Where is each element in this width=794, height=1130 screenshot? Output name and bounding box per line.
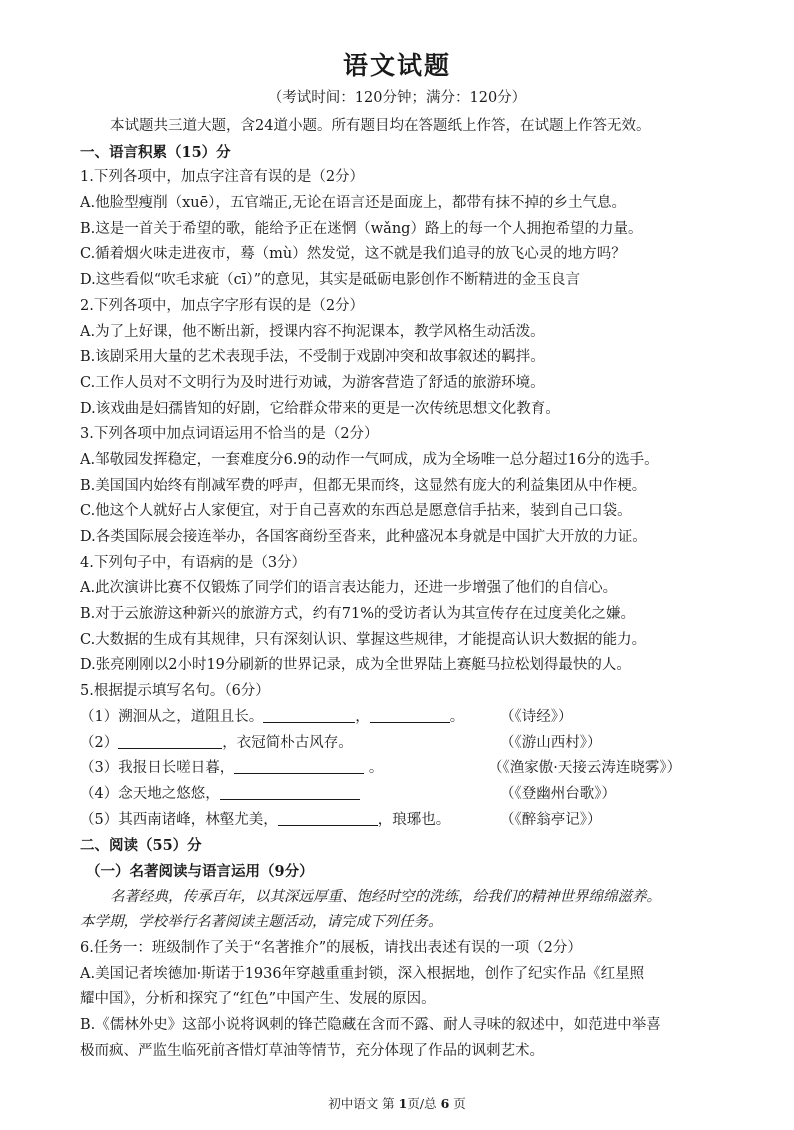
poem-text: （5）其西南诸峰，林壑尤美， [80,811,278,828]
option-d: D.张亮刚刚以2小时19分刷新的世界记录，成为全世界陆上赛艇马拉松划得最快的人。 [80,657,631,674]
subsection-heading: （一）名著阅读与语言运用（9分） [86,862,314,880]
question-stem: 3.下列各项中加点词语运用不恰当的是（2分） [80,426,379,443]
option-b: B.这是一首关于希望的歌，能给予正在迷惘（wǎng）路上的每一个人拥抱希望的力量。 [80,220,643,237]
option-a: A.邹敬园发挥稳定，一套难度分6.9的动作一气呵成，成为全场唯一总分超过16分的选手。 [80,451,659,468]
question-stem: 5.根据提示填写名句。（6分） [80,683,270,700]
section-heading: 二、阅读（55）分 [80,837,202,855]
option-a: A.为了上好课，他不断出新，授课内容不拘泥课本，教学风格生动活泼。 [80,323,545,340]
poem-punct: ， [355,708,370,725]
answer-blank[interactable] [220,784,360,800]
option-c: C.他这个人就好占人家便宜，对于自己喜欢的东西总是愿意信手拈来，装到自己口袋。 [80,503,632,520]
poem-line [80,731,740,757]
option-c: C.工作人员对不文明行为及时进行劝诫，为游客营造了舒适的旅游环境。 [80,374,545,391]
poem-text: （1）溯洄从之，道阻且长。 [80,708,264,725]
page-footer [0,1094,794,1112]
poem-text: ，琅琊也。 [377,811,451,828]
poem-punct: 。 [449,708,465,725]
option-d: D.各类国际展会接连举办，各国客商纷至沓来，此种盛况本身就是中国扩大开放的力证。 [80,529,647,545]
poem-source: （《诗经》） [500,708,573,725]
option-b: B.对于云旅游这种新兴的旅游方式，约有71%的受访者认为其宣传存在过度美化之嫌。 [80,606,635,623]
option-d: D.该戏曲是妇孺皆知的好剧，它给群众带来的更是一次传统思想文化教育。 [80,400,560,417]
footer-total-pages: 6 [440,1096,450,1111]
option-c: C.大数据的生成有其规律，只有深刻认识、掌握这些规律，才能提高认识大数据的能力。 [80,631,647,648]
poem-line [80,705,740,731]
exam-info: （考试时间：120分钟；满分：120分） [267,90,527,106]
poem-source: （《渔家傲·天接云涛连晓雾》） [488,760,682,777]
page-title: 语文试题 [342,51,451,80]
option-a-cont: 耀中国》，分析和探究了“红色”中国产生、发展的原因。 [80,991,436,1008]
option-b: B.《儒林外史》这部小说将讽刺的锋芒隐藏在含而不露、耐人寻味的叙述中，如范进中举喜 [80,1017,661,1034]
question-stem: 1.下列各项中，加点字注音有误的是（2分） [80,169,365,186]
exam-body [80,114,740,1064]
footer-page-number: 1 [398,1096,408,1111]
option-b: B.美国国内始终有削减军费的呼声，但都无果而终，这显然有庞大的利益集团从中作梗。 [80,477,647,494]
option-a: A.他脸型瘦削（xuē），五官端正,无论在语言还是面庞上，都带有抹不掉的乡土气息。 [80,195,627,212]
poem-source: （《醉翁亭记》） [500,811,602,828]
answer-blank[interactable] [234,758,364,774]
poem-text: （4）念天地之悠悠， [80,785,220,802]
footer-sep: 页/总 [407,1096,437,1111]
poem-text: （2） [80,734,119,751]
poem-punct: 。 [364,760,384,777]
option-a: A.此次演讲比赛不仅锻炼了同学们的语言表达能力，还进一步增强了他们的自信心。 [80,580,618,597]
instructions: 本试题共三道大题，含24道小题。所有题目均在答题纸上作答，在试题上作答无效。 [110,118,651,134]
answer-blank[interactable] [278,810,378,826]
answer-blank[interactable] [118,733,222,749]
option-b: B.该剧采用大量的艺术表现手法，不受制于戏剧冲突和故事叙述的羁拌。 [80,349,545,366]
option-d: D.这些看似“吹毛求疵（cī）”的意见，其实是砥砺电影创作不断精进的金玉良言 [80,272,581,289]
option-a: A.美国记者埃德加·斯诺于1936年穿越重重封锁，深入根据地，创作了纪实作品《红星照 [80,965,645,982]
reading-intro: 本学期，学校举行名著阅读主题活动，请完成下列任务。 [80,914,443,931]
reading-intro: 名著经典，传承百年，以其深远厚重、饱经时空的洗练，给我们的精神世界绵绵滋养。 [110,888,661,905]
question-stem: 2.下列各项中，加点字字形有误的是（2分） [80,297,365,314]
poem-line [80,782,740,808]
option-b-cont: 极而疯、严监生临死前吝惜灯草油等情节，充分体现了作品的讽刺艺术。 [80,1042,544,1059]
poem-line [80,808,740,834]
poem-line [80,756,740,782]
option-c: C.循着烟火味走进夜市，蓦（mù）然发觉，这不就是我们追寻的放飞心灵的地方吗？ [80,246,626,263]
poem-source: （《登幽州台歌》） [500,785,616,802]
question-stem: 4.下列句子中，有语病的是（3分） [80,554,307,571]
answer-blank[interactable] [370,707,450,723]
section-heading: 一、语言积累（15）分 [80,143,231,161]
poem-source: （《游山西村》） [500,734,602,751]
footer-end: 页 [453,1096,466,1111]
poem-text: ，衣冠简朴古风存。 [222,734,353,751]
question-stem: 6.任务一：班级制作了关于“名著推介”的展板，请找出表述有误的一项（2分） [80,940,582,956]
answer-blank[interactable] [263,707,355,723]
footer-subject: 初中语文 第 [328,1096,395,1111]
poem-text: （3）我报日长嗟日暮， [80,760,235,777]
